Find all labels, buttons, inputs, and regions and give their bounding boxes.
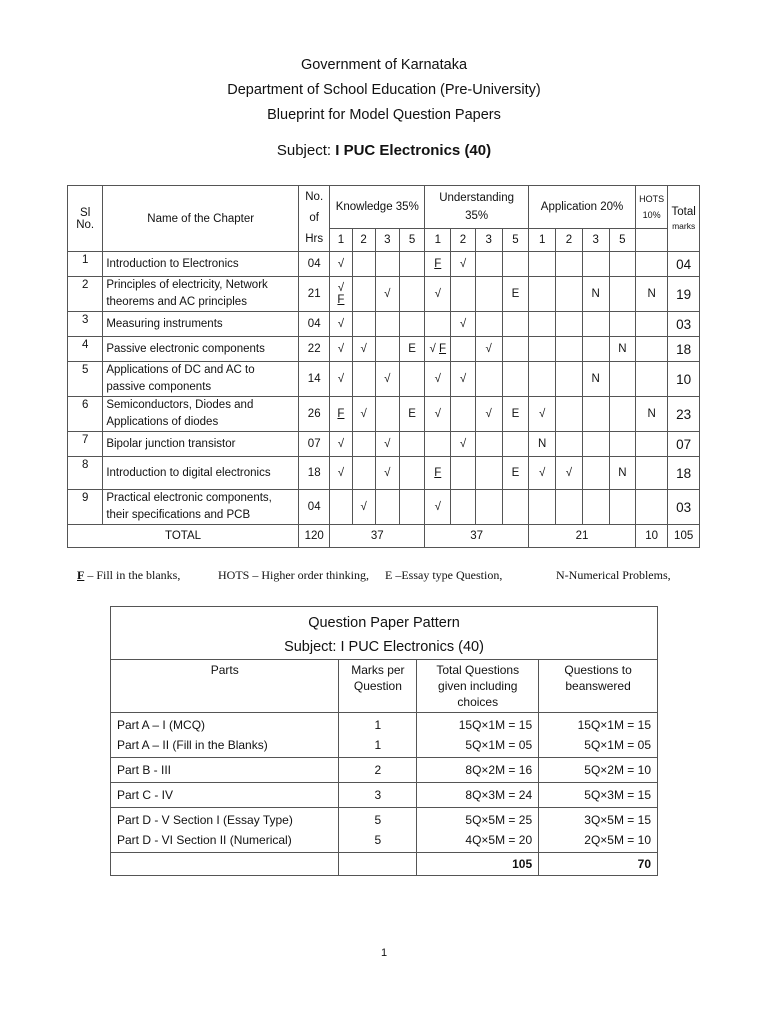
row-mark-u3 xyxy=(475,277,502,312)
pattern-answered-text: 3Q×5M = 15 xyxy=(584,813,651,827)
row-mark-h xyxy=(636,362,668,397)
hots-percent: 10% xyxy=(642,210,661,220)
pattern-answered xyxy=(539,758,658,783)
sub-col-knowledge-2: 2 xyxy=(352,229,375,252)
row-mark-u5: E xyxy=(502,277,528,312)
row-mark-k3: √ xyxy=(375,277,399,312)
total-total: 105 xyxy=(668,525,700,548)
table-row xyxy=(111,783,658,808)
table-row xyxy=(68,362,700,397)
row-mark-k2: √ xyxy=(352,337,375,362)
hots-label: HOTS xyxy=(639,194,665,204)
header-department: Department of School Education (Pre-University) xyxy=(227,82,541,98)
total-label: TOTAL xyxy=(68,525,299,548)
row-mark-u5: E xyxy=(502,457,528,490)
row-sl-number: 7 xyxy=(68,432,103,457)
row-mark-k2 xyxy=(352,252,375,277)
row-mark-u1: √ xyxy=(425,277,451,312)
row-mark-a5 xyxy=(609,432,635,457)
row-mark-a5: N xyxy=(609,337,635,362)
row-mark-u5: E xyxy=(502,397,528,432)
row-sl-number: 8 xyxy=(68,457,103,490)
pattern-given-text: 5Q×5M = 25 xyxy=(465,813,533,827)
sub-col-understanding-2: 2 xyxy=(451,229,475,252)
pattern-answered xyxy=(539,783,658,808)
row-mark-a5 xyxy=(609,252,635,277)
pattern-marks-text: 3 xyxy=(374,788,382,802)
row-mark-a5 xyxy=(609,277,635,312)
row-hours: 26 xyxy=(299,397,330,432)
row-total: 10 xyxy=(668,362,700,397)
row-mark-u2 xyxy=(451,490,475,525)
row-total: 03 xyxy=(668,312,700,337)
row-mark-k3 xyxy=(375,337,399,362)
row-mark-a5 xyxy=(609,362,635,397)
row-sl-number: 5 xyxy=(68,362,103,397)
row-total: 23 xyxy=(668,397,700,432)
row-mark-k5 xyxy=(399,432,424,457)
sub-col-application-3: 3 xyxy=(582,229,609,252)
mark-fill-blank: F xyxy=(439,343,447,355)
row-total: 03 xyxy=(668,490,700,525)
row-mark-k1: √ xyxy=(330,432,352,457)
row-mark-u3: √ xyxy=(475,337,502,362)
question-paper-pattern-table xyxy=(110,606,658,876)
mark-fill-blank: F xyxy=(337,408,345,420)
row-chapter-name: Applications of DC and AC to passive components xyxy=(103,362,299,397)
total-label: Total xyxy=(671,205,696,218)
col-knowledge-header: Knowledge 35% xyxy=(330,186,425,229)
pattern-marks-text: 5 xyxy=(374,833,382,847)
pattern-col-header: Parts xyxy=(111,660,339,713)
row-mark-h xyxy=(636,432,668,457)
subject-value: I PUC Electronics (40) xyxy=(335,142,492,159)
row-mark-h: N xyxy=(636,397,668,432)
row-sl-number: 2 xyxy=(68,277,103,312)
row-mark-a3: N xyxy=(582,362,609,397)
row-mark-a2 xyxy=(556,362,582,397)
sub-col-hots xyxy=(636,229,668,252)
pattern-given-text: 8Q×2M = 16 xyxy=(465,763,533,777)
pattern-given xyxy=(417,808,539,853)
row-mark-k1 xyxy=(330,490,352,525)
row-chapter-name: Passive electronic components xyxy=(103,337,299,362)
pattern-part xyxy=(111,783,339,808)
row-total: 07 xyxy=(668,432,700,457)
row-mark-u3 xyxy=(475,432,502,457)
row-mark-k5 xyxy=(399,457,424,490)
pattern-answered-text: 15Q×1M = 15 xyxy=(577,718,651,732)
row-mark-u3 xyxy=(475,457,502,490)
row-mark-a2 xyxy=(556,490,582,525)
row-hours: 22 xyxy=(299,337,330,362)
row-mark-a2 xyxy=(556,252,582,277)
legend xyxy=(77,568,717,583)
row-mark-a3 xyxy=(582,432,609,457)
row-mark-u2: √ xyxy=(451,362,475,397)
row-mark-u1: √ xyxy=(425,397,451,432)
row-mark-u2 xyxy=(451,457,475,490)
row-mark-k5 xyxy=(399,252,424,277)
pattern-given-text: 5Q×1M = 05 xyxy=(465,738,533,752)
pattern-answered xyxy=(539,713,658,758)
row-hours: 21 xyxy=(299,277,330,312)
sub-col-understanding-5: 5 xyxy=(502,229,528,252)
row-mark-u1 xyxy=(425,457,451,490)
row-mark-k1: √ xyxy=(330,312,352,337)
pattern-total-answered: 70 xyxy=(539,853,658,876)
row-mark-k1: √ xyxy=(330,457,352,490)
row-mark-k1: √ xyxy=(330,337,352,362)
row-total: 18 xyxy=(668,337,700,362)
col-name-header: Name of the Chapter xyxy=(103,186,299,252)
row-mark-k3 xyxy=(375,252,399,277)
pattern-part xyxy=(111,713,339,758)
row-sl-number: 1 xyxy=(68,252,103,277)
pattern-marks xyxy=(339,808,417,853)
row-mark-u2 xyxy=(451,277,475,312)
row-mark-u2: √ xyxy=(451,252,475,277)
row-mark-h xyxy=(636,252,668,277)
pattern-part-text: Part D - V Section I (Essay Type) xyxy=(117,813,293,827)
mark-fill-blank: F xyxy=(337,294,345,306)
table-row xyxy=(111,713,658,758)
row-mark-k1 xyxy=(330,397,352,432)
pattern-total-row xyxy=(111,853,658,876)
row-mark-k3: √ xyxy=(375,362,399,397)
row-mark-u1 xyxy=(425,312,451,337)
pattern-body xyxy=(111,607,658,876)
row-hours: 04 xyxy=(299,252,330,277)
subject-line xyxy=(0,142,768,159)
row-mark-u2 xyxy=(451,397,475,432)
row-mark-k5 xyxy=(399,312,424,337)
row-chapter-name: Introduction to digital electronics xyxy=(103,457,299,490)
table-row xyxy=(68,312,700,337)
mark-fill-blank: F xyxy=(434,467,442,479)
legend-item: HOTS – Higher order thinking, xyxy=(218,568,369,582)
table-row xyxy=(68,277,700,312)
row-hours: 14 xyxy=(299,362,330,397)
row-mark-a1 xyxy=(529,277,556,312)
blueprint-table xyxy=(67,185,700,548)
row-total: 18 xyxy=(668,457,700,490)
table-row xyxy=(111,808,658,853)
table-row xyxy=(68,397,700,432)
row-mark-a1 xyxy=(529,337,556,362)
row-mark-k3: √ xyxy=(375,457,399,490)
pattern-answered-text: 2Q×5M = 10 xyxy=(584,833,651,847)
row-mark-k5 xyxy=(399,490,424,525)
legend-key: F xyxy=(77,568,85,582)
total-hots: 10 xyxy=(636,525,668,548)
pattern-col-header: Marks per Question xyxy=(339,660,417,713)
row-mark-a2 xyxy=(556,432,582,457)
row-mark-k2: √ xyxy=(352,397,375,432)
row-hours: 04 xyxy=(299,490,330,525)
row-mark-u2: √ xyxy=(451,432,475,457)
row-chapter-name: Practical electronic components, their specifications and PCB xyxy=(103,490,299,525)
sub-col-understanding-3: 3 xyxy=(475,229,502,252)
legend-item: E –Essay type Question, xyxy=(385,568,503,582)
pattern-given xyxy=(417,713,539,758)
pattern-given-text: 4Q×5M = 20 xyxy=(465,833,533,847)
row-mark-u1: √ xyxy=(425,362,451,397)
row-sl-number: 6 xyxy=(68,397,103,432)
row-mark-a2 xyxy=(556,397,582,432)
table-row xyxy=(68,337,700,362)
row-hours: 07 xyxy=(299,432,330,457)
row-chapter-name: Introduction to Electronics xyxy=(103,252,299,277)
row-mark-a1: √ xyxy=(529,457,556,490)
row-mark-a5 xyxy=(609,312,635,337)
row-mark-u5 xyxy=(502,362,528,397)
row-mark-k2 xyxy=(352,457,375,490)
row-mark-a5 xyxy=(609,490,635,525)
pattern-part-text: Part A – II (Fill in the Blanks) xyxy=(117,738,268,752)
sub-col-application-1: 1 xyxy=(529,229,556,252)
total-knowledge: 37 xyxy=(330,525,425,548)
pattern-marks-text: 1 xyxy=(374,718,382,732)
row-mark-k3 xyxy=(375,490,399,525)
pattern-total-empty xyxy=(339,853,417,876)
mark-fill-blank: F xyxy=(434,258,442,270)
row-mark-a2 xyxy=(556,312,582,337)
pattern-part xyxy=(111,758,339,783)
pattern-marks-text: 5 xyxy=(374,813,382,827)
row-mark-k5: E xyxy=(399,337,424,362)
row-mark-a1 xyxy=(529,252,556,277)
pattern-subject: Subject: I PUC Electronics (40) xyxy=(111,637,658,660)
row-chapter-name: Semiconductors, Diodes and Applications of diodes xyxy=(103,397,299,432)
total-sublabel: marks xyxy=(672,220,696,231)
sub-col-knowledge-5: 5 xyxy=(399,229,424,252)
pattern-col-header: Total Questions given including choices xyxy=(417,660,539,713)
pattern-answered-text: 5Q×1M = 05 xyxy=(584,738,651,752)
sub-col-application-5: 5 xyxy=(609,229,635,252)
pattern-given-text: 8Q×3M = 24 xyxy=(465,788,533,802)
row-mark-a3: N xyxy=(582,277,609,312)
row-mark-u2: √ xyxy=(451,312,475,337)
col-application-header: Application 20% xyxy=(529,186,636,229)
row-mark-u5 xyxy=(502,490,528,525)
row-mark-a1 xyxy=(529,312,556,337)
sub-col-knowledge-3: 3 xyxy=(375,229,399,252)
row-mark-k3: √ xyxy=(375,432,399,457)
subject-label: Subject: xyxy=(276,142,336,159)
total-hrs: 120 xyxy=(299,525,330,548)
table-row xyxy=(68,457,700,490)
row-mark-k1: √ xyxy=(330,252,352,277)
row-mark-u2 xyxy=(451,337,475,362)
row-sl-number: 9 xyxy=(68,490,103,525)
row-mark-u1 xyxy=(425,252,451,277)
row-mark-a2: √ xyxy=(556,457,582,490)
row-sl-number: 4 xyxy=(68,337,103,362)
pattern-marks-text: 1 xyxy=(374,738,382,752)
row-mark-u3: √ xyxy=(475,397,502,432)
row-mark-u1: √ F xyxy=(425,337,451,362)
header-blueprint-title: Blueprint for Model Question Papers xyxy=(267,107,501,123)
row-mark-k5: E xyxy=(399,397,424,432)
sub-col-knowledge-1: 1 xyxy=(330,229,352,252)
row-mark-a3 xyxy=(582,397,609,432)
table-row xyxy=(68,432,700,457)
pattern-marks xyxy=(339,713,417,758)
row-mark-h xyxy=(636,312,668,337)
legend-item: N-Numerical Problems, xyxy=(556,568,671,582)
row-mark-a1 xyxy=(529,490,556,525)
row-mark-a1: N xyxy=(529,432,556,457)
row-hours: 18 xyxy=(299,457,330,490)
row-mark-u5 xyxy=(502,312,528,337)
col-hrs-header: No. of Hrs xyxy=(299,186,330,252)
row-mark-k5 xyxy=(399,277,424,312)
row-mark-k5 xyxy=(399,362,424,397)
row-total: 19 xyxy=(668,277,700,312)
sub-col-understanding-1: 1 xyxy=(425,229,451,252)
row-mark-u1 xyxy=(425,432,451,457)
col-understanding-header: Understanding 35% xyxy=(425,186,529,229)
row-mark-u3 xyxy=(475,312,502,337)
row-mark-k2 xyxy=(352,362,375,397)
table-row xyxy=(68,490,700,525)
pattern-col-header: Questions to beanswered xyxy=(539,660,658,713)
row-chapter-name: Bipolar junction transistor xyxy=(103,432,299,457)
row-total: 04 xyxy=(668,252,700,277)
total-understanding: 37 xyxy=(425,525,529,548)
row-mark-h xyxy=(636,457,668,490)
row-chapter-name: Measuring instruments xyxy=(103,312,299,337)
table-row xyxy=(68,252,700,277)
row-mark-a3 xyxy=(582,490,609,525)
row-mark-k1: √ xyxy=(330,362,352,397)
row-mark-h: N xyxy=(636,277,668,312)
total-row xyxy=(68,525,700,548)
row-mark-a3 xyxy=(582,337,609,362)
row-mark-u3 xyxy=(475,490,502,525)
blueprint-body xyxy=(68,186,700,548)
row-mark-k2: √ xyxy=(352,490,375,525)
row-mark-a5: N xyxy=(609,457,635,490)
row-mark-a3 xyxy=(582,312,609,337)
pattern-part xyxy=(111,808,339,853)
pattern-total-empty xyxy=(111,853,339,876)
row-mark-k2 xyxy=(352,277,375,312)
table-row xyxy=(111,758,658,783)
pattern-part-text: Part B - III xyxy=(117,763,172,777)
row-mark-a2 xyxy=(556,277,582,312)
col-hots-header xyxy=(636,186,668,229)
pattern-part-text: Part C - IV xyxy=(117,788,174,802)
pattern-given-text: 15Q×1M = 15 xyxy=(458,718,533,732)
pattern-total-given: 105 xyxy=(417,853,539,876)
row-mark-k3 xyxy=(375,397,399,432)
pattern-header-row xyxy=(111,660,658,713)
pattern-part-text: Part A – I (MCQ) xyxy=(117,718,206,732)
sub-col-application-2: 2 xyxy=(556,229,582,252)
col-total-header xyxy=(668,186,700,252)
row-mark-u5 xyxy=(502,252,528,277)
row-mark-u5 xyxy=(502,337,528,362)
row-mark-a3 xyxy=(582,457,609,490)
pattern-marks xyxy=(339,783,417,808)
pattern-answered-text: 5Q×3M = 15 xyxy=(584,788,651,802)
pattern-marks xyxy=(339,758,417,783)
row-mark-k2 xyxy=(352,432,375,457)
header-government: Government of Karnataka xyxy=(300,57,468,73)
row-mark-u5 xyxy=(502,432,528,457)
pattern-marks-text: 2 xyxy=(374,763,382,777)
row-mark-u1: √ xyxy=(425,490,451,525)
pattern-answered-text: 5Q×2M = 10 xyxy=(584,763,651,777)
total-application: 21 xyxy=(529,525,636,548)
row-mark-h xyxy=(636,490,668,525)
row-mark-k2 xyxy=(352,312,375,337)
page-number: 1 xyxy=(380,947,388,959)
pattern-part-text: Part D - VI Section II (Numerical) xyxy=(117,833,292,847)
row-sl-number: 3 xyxy=(68,312,103,337)
row-mark-a2 xyxy=(556,337,582,362)
col-sl-header: Sl No. xyxy=(68,186,103,252)
row-mark-a1: √ xyxy=(529,397,556,432)
pattern-title: Question Paper Pattern xyxy=(111,607,658,638)
row-mark-u3 xyxy=(475,362,502,397)
row-hours: 04 xyxy=(299,312,330,337)
row-mark-a5 xyxy=(609,397,635,432)
row-chapter-name: Principles of electricity, Network theorems and AC principles xyxy=(103,277,299,312)
row-mark-k3 xyxy=(375,312,399,337)
row-mark-a3 xyxy=(582,252,609,277)
pattern-given xyxy=(417,783,539,808)
row-mark-k1: √ F xyxy=(330,277,352,312)
pattern-answered xyxy=(539,808,658,853)
legend-item: F – Fill in the blanks, xyxy=(77,568,181,582)
row-mark-u3 xyxy=(475,252,502,277)
row-mark-h xyxy=(636,337,668,362)
pattern-given xyxy=(417,758,539,783)
row-mark-a1 xyxy=(529,362,556,397)
